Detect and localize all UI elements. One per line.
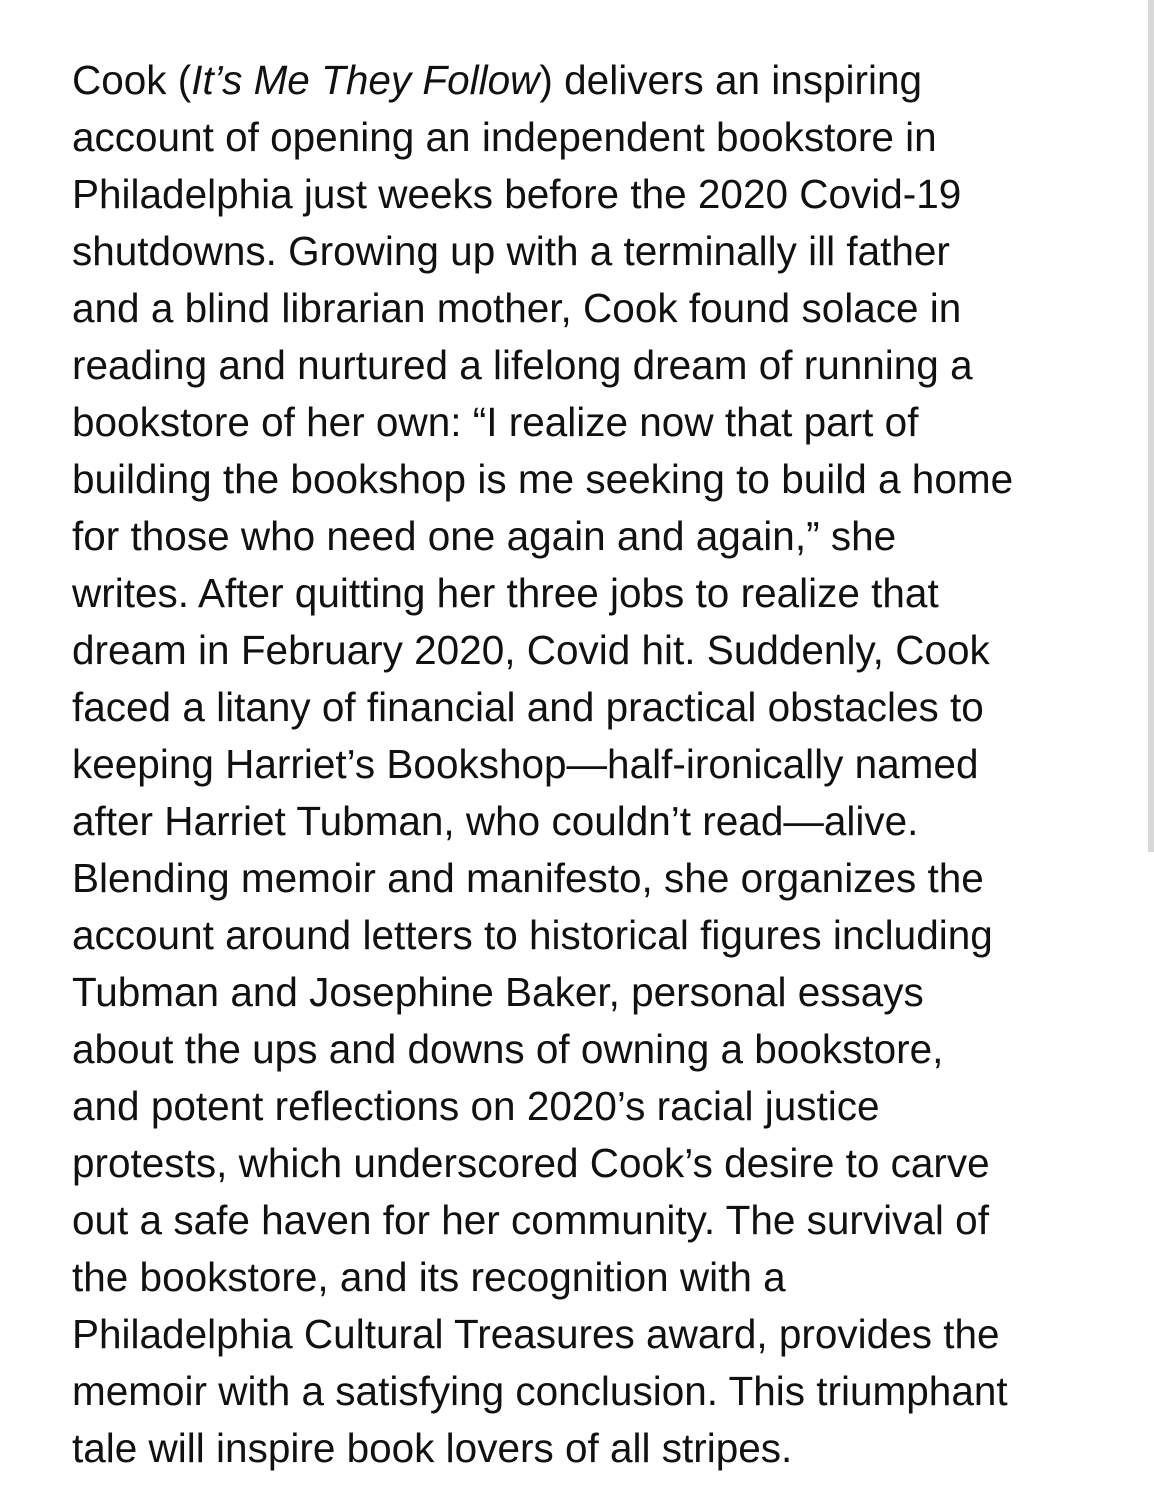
- review-line-1-end: ) delivers an inspiring: [539, 57, 923, 103]
- review-line-13: keeping Harriet’s Bookshop—half-ironically named: [72, 741, 979, 787]
- review-line-11: dream in February 2020, Covid hit. Suddenly, Cook: [72, 627, 990, 673]
- review-line-15: Blending memoir and manifesto, she organizes the: [72, 855, 984, 901]
- review-line-24: memoir with a satisfying conclusion. This triumphant: [72, 1368, 1008, 1414]
- review-line-1-start: Cook (: [72, 57, 192, 103]
- scrollbar[interactable]: [1148, 0, 1154, 852]
- review-line-5: and a blind librarian mother, Cook found solace in: [72, 285, 962, 331]
- review-line-14: after Harriet Tubman, who couldn’t read—alive.: [72, 798, 919, 844]
- review-text: [72, 52, 1132, 1477]
- review-line-2: account of opening an independent bookstore in: [72, 114, 937, 160]
- review-line-18: about the ups and downs of owning a bookstore,: [72, 1026, 944, 1072]
- review-line-6: reading and nurtured a lifelong dream of running a: [72, 342, 973, 388]
- review-line-1: [72, 52, 1132, 109]
- review-line-12: faced a litany of financial and practical obstacles to: [72, 684, 984, 730]
- review-line-16: account around letters to historical figures including: [72, 912, 993, 958]
- review-line-9: for those who need one again and again,” she: [72, 513, 897, 559]
- review-line-22: the bookstore, and its recognition with a: [72, 1254, 786, 1300]
- review-line-19: and potent reflections on 2020’s racial justice: [72, 1083, 880, 1129]
- review-line-10: writes. After quitting her three jobs to realize that: [72, 570, 939, 616]
- review-line-4: shutdowns. Growing up with a terminally ill father: [72, 228, 950, 274]
- book-title-italic: It’s Me They Follow: [191, 57, 540, 103]
- review-line-21: out a safe haven for her community. The survival of: [72, 1197, 989, 1243]
- review-line-17: Tubman and Josephine Baker, personal essays: [72, 969, 924, 1015]
- review-line-25: tale will inspire book lovers of all stripes.: [72, 1425, 793, 1471]
- review-line-3: Philadelphia just weeks before the 2020 Covid-19: [72, 171, 962, 217]
- review-line-7: bookstore of her own: “I realize now that part of: [72, 399, 919, 445]
- review-line-23: Philadelphia Cultural Treasures award, provides the: [72, 1311, 1000, 1357]
- review-line-20: protests, which underscored Cook’s desire to carve: [72, 1140, 990, 1186]
- review-line-8: building the bookshop is me seeking to build a home: [72, 456, 1014, 502]
